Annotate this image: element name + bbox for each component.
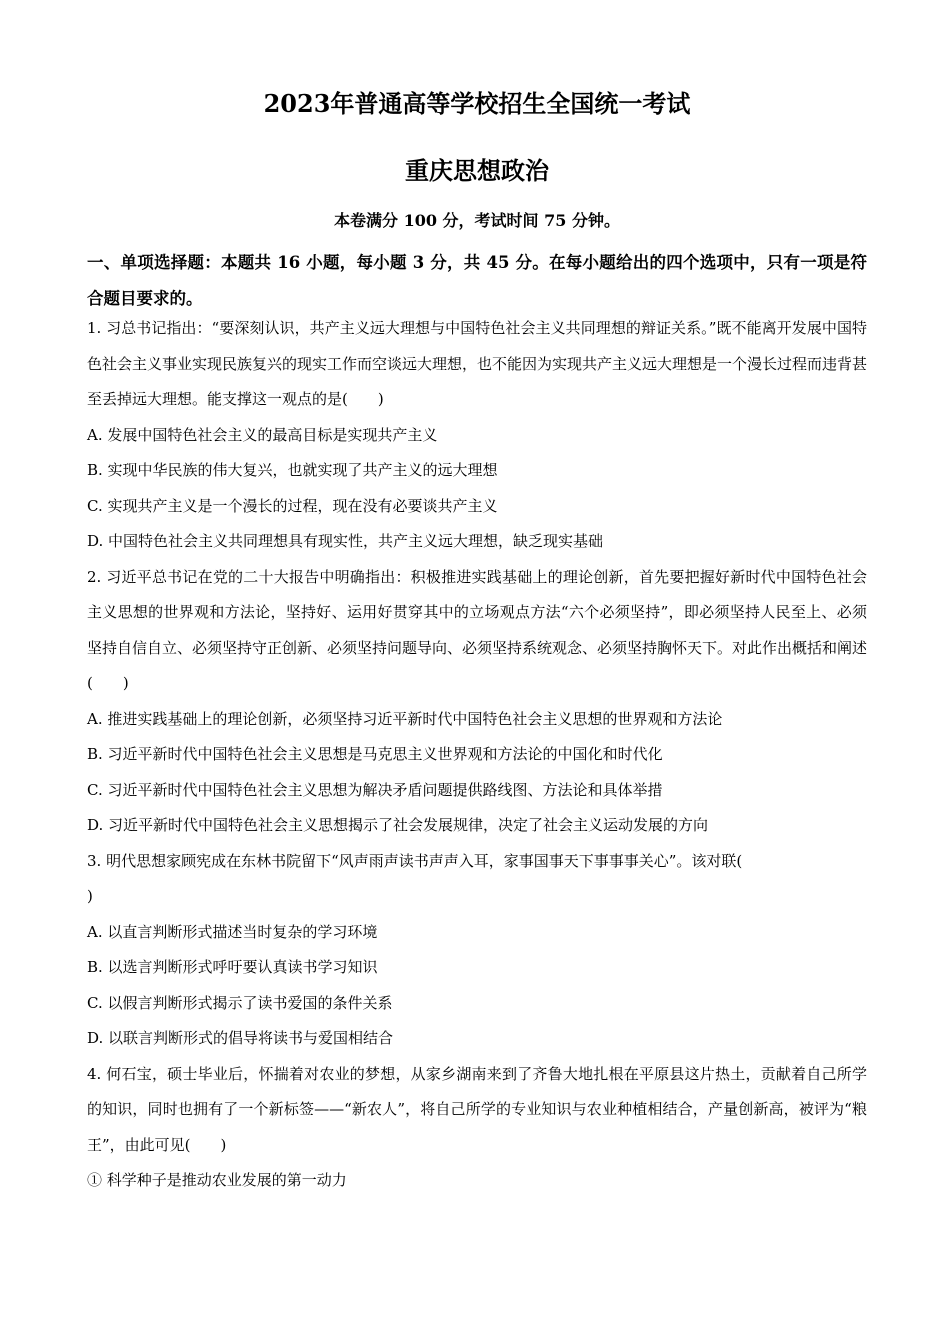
question-3-option-a: A. 以直言判断形式描述当时复杂的学习环境 <box>87 922 378 941</box>
question-1-option-d: D. 中国特色社会主义共同理想具有现实性，共产主义远大理想，缺乏现实基础 <box>87 532 604 550</box>
exam-title: 2023年普通高等学校招生全国统一考试 <box>263 89 691 118</box>
question-2-stem: 2. 习近平总书记在党的二十大报告中明确指出：积极推进实践基础上的理论创新，首先要把握好新时代中国特色社会主义思想的世界观和方法论，坚持好、运用好贯穿其中的立场观点方法“六个必须坚持”，即必须坚持人民至上、必须坚持自信自立、必须坚持守正创新、必须坚持问题导向、必须坚持系统观念、必须坚持胸怀天下。对此作出概括和阐述( ) <box>87 567 868 692</box>
exam-subject: 重庆思想政治 <box>405 156 549 185</box>
question-2-option-a: A. 推进实践基础上的理论创新，必须坚持习近平新时代中国特色社会主义思想的世界观和方法论 <box>87 709 723 728</box>
question-list <box>87 311 867 1199</box>
question-3-stem: 3. 明代思想家顾宪成在东林书院留下“风声雨声读书声声入耳，家事国事天下事事事关心”。该对联( <box>87 851 743 870</box>
question-2-option-d: D. 习近平新时代中国特色社会主义思想揭示了社会发展规律，决定了社会主义运动发展的方向 <box>87 816 709 834</box>
question-1-option-c: C. 实现共产主义是一个漫长的过程，现在没有必要谈共产主义 <box>87 496 498 515</box>
question-2-option-b: B. 习近平新时代中国特色社会主义思想是马克思主义世界观和方法论的中国化和时代化 <box>87 745 663 763</box>
question-3-option-b: B. 以选言判断形式呼吁要认真读书学习知识 <box>87 958 378 976</box>
question-4-stem: 4. 何石宝，硕士毕业后，怀揣着对农业的梦想，从家乡湖南来到了齐鲁大地扎根在平原县这片热土，贡献着自己所学的知识，同时也拥有了一个新标签——“新农人”，将自己所学的专业知识与农业种植相结合，产量创新高，被评为“粮王”，由此可见( ) <box>87 1064 867 1154</box>
question-1-option-a: A. 发展中国特色社会主义的最高目标是实现共产主义 <box>87 425 438 444</box>
question-1-stem: 1. 习总书记指出：“要深刻认识，共产主义远大理想与中国特色社会主义共同理想的辩证关系。”既不能离开发展中国特色社会主义事业实现民族复兴的现实工作而空谈远大理想，也不能因为实现共产主义远大理想是一个漫长过程而违背甚至丢掉远大理想。能支撑这一观点的是( ) <box>87 319 868 408</box>
question-3-option-d: D. 以联言判断形式的倡导将读书与爱国相结合 <box>87 1029 394 1047</box>
question-4-option-1: ① 科学种子是推动农业发展的第一动力 <box>87 1171 347 1189</box>
section-heading: 一、单项选择题：本题共 16 小题，每小题 3 分，共 45 分。在每小题给出的四个选项中，只有一项是符合题目要求的。 <box>87 253 867 308</box>
question-2-option-c: C. 习近平新时代中国特色社会主义思想为解决矛盾问题提供路线图、方法论和具体举措 <box>87 780 663 799</box>
question-3-stem-continued: ) <box>87 887 93 905</box>
exam-note: 本卷满分 100 分，考试时间 75 分钟。 <box>334 211 620 230</box>
question-3-option-c: C. 以假言判断形式揭示了读书爱国的条件关系 <box>87 993 393 1012</box>
question-1-option-b: B. 实现中华民族的伟大复兴，也就实现了共产主义的远大理想 <box>87 461 498 479</box>
